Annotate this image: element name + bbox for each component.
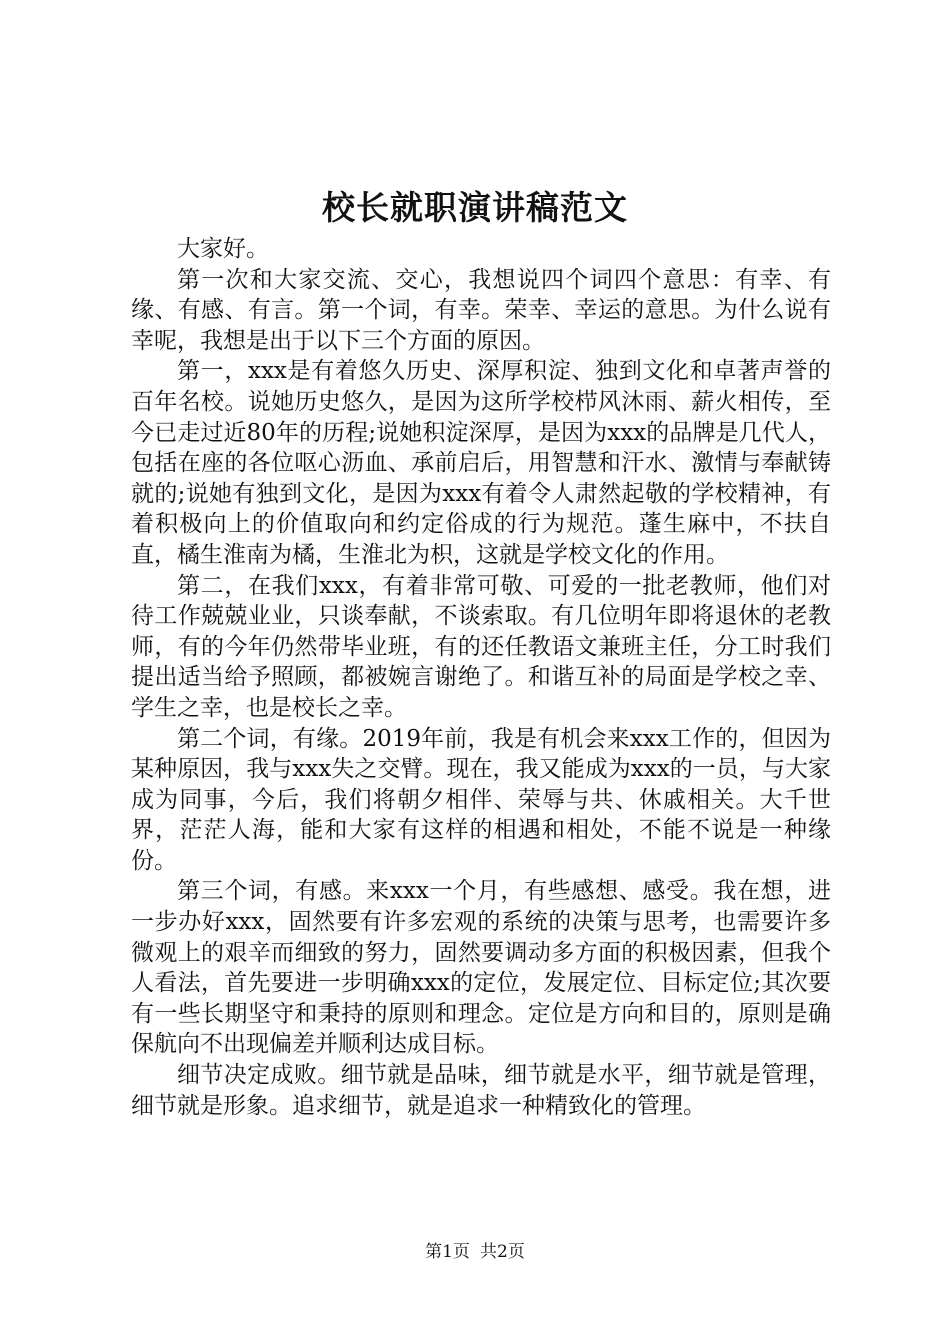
document-title: 校长就职演讲稿范文	[322, 188, 628, 227]
page-total: 共2页	[480, 1242, 525, 1262]
paragraph-first-reason: 第一，xxx是有着悠久历史、深厚积淀、独到文化和卓著声誉的百年名校。说她历史悠久，是因为这所学校栉风沐雨、薪火相传，至今已走过近80年的历程;说她积淀深厚，是因为xxx的品牌是几代人，包括在座的各位呕心沥血、承前启后，用智慧和汗水、激情与奉献铸就的;说她有独到文化，是因为xxx有着令人肃然起敬的学校精神，有着积极向上的价值取向和约定俗成的行为规范。蓬生麻中，不扶自直，橘生淮南为橘，生淮北为枳，这就是学校文化的作用。	[131, 358, 831, 568]
paragraph-third-word: 第三个词，有感。来xxx一个月，有些感想、感受。我在想，进一步办好xxx，固然要有许多宏观的系统的决策与思考，也需要许多微观上的艰辛而细致的努力，固然要调动多方面的积极因素，但我个人看法，首先要进一步明确xxx的定位，发展定位、目标定位;其次要有一些长期坚守和秉持的原则和理念。定位是方向和目的，原则是确保航向不出现偏差并顺利达成目标。	[131, 878, 831, 1058]
paragraph-second-word: 第二个词，有缘。2019年前，我是有机会来xxx工作的，但因为某种原因，我与xxx失之交臂。现在，我又能成为xxx的一员，与大家成为同事，今后，我们将朝夕相伴、荣辱与共、休戚相关。大千世界，茫茫人海，能和大家有这样的相遇和相处，不能不说是一种缘份。	[131, 725, 831, 874]
paragraph-greeting: 大家好。	[177, 236, 269, 262]
paragraph-second-reason: 第二，在我们xxx，有着非常可敬、可爱的一批老教师，他们对待工作兢兢业业，只谈奉献，不谈索取。有几位明年即将退休的老教师，有的今年仍然带毕业班，有的还任教语文兼班主任，分工时我们提出适当给予照顾，都被婉言谢绝了。和谐互补的局面是学校之幸、学生之幸，也是校长之幸。	[131, 572, 831, 721]
paragraph-intro: 第一次和大家交流、交心，我想说四个词四个意思：有幸、有缘、有感、有言。第一个词，有幸。荣幸、幸运的意思。为什么说有幸呢，我想是出于以下三个方面的原因。	[131, 266, 831, 354]
document-body	[131, 234, 831, 1121]
paragraph-details: 细节决定成败。细节就是品味，细节就是水平，细节就是管理，细节就是形象。追求细节，就是追求一种精致化的管理。	[131, 1062, 831, 1119]
page-number: 第1页	[425, 1242, 470, 1262]
page-footer	[0, 1240, 950, 1264]
